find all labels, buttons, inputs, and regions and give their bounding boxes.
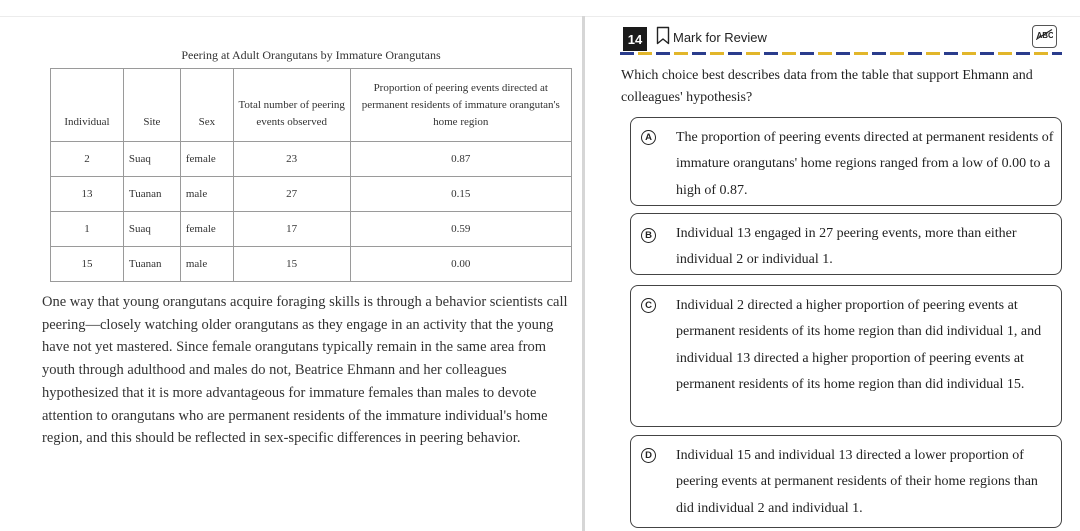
choice-letter: A [641, 130, 656, 145]
svg-text:ABC: ABC [1036, 30, 1053, 40]
table-header-cell: Total number of peering events observed [233, 69, 350, 142]
table-header-cell: Sex [180, 69, 233, 142]
mark-for-review-label: Mark for Review [673, 29, 767, 45]
table-header-cell: Individual [51, 69, 124, 142]
table-cell: 0.15 [350, 177, 571, 212]
table-cell: 15 [233, 247, 350, 282]
choice-b[interactable] [630, 213, 1062, 275]
table-title: Peering at Adult Orangutans by Immature Orangutans [181, 48, 441, 62]
table-cell: 2 [51, 142, 124, 177]
table-cell: 27 [233, 177, 350, 212]
table-cell: male [180, 177, 233, 212]
table-cell: male [180, 247, 233, 282]
abc-strikethrough-button[interactable] [1032, 25, 1057, 48]
bookmark-icon [656, 26, 670, 48]
table-cell: Suaq [123, 142, 180, 177]
choice-a[interactable] [630, 117, 1062, 206]
choice-text: Individual 2 directed a higher proportion of peering events at permanent residents of its home region than did individual 1, and individual 13 directed a higher proportion of peering events at permanent residents of its home region than did individual 15. [676, 298, 1042, 392]
data-table [50, 68, 572, 282]
table-row [51, 142, 572, 177]
table-cell: 17 [233, 212, 350, 247]
abc-strikethrough-icon [1036, 28, 1053, 46]
table-row [51, 212, 572, 247]
table-cell: female [180, 142, 233, 177]
choice-letter: D [641, 448, 656, 463]
passage-text: One way that young orangutans acquire foraging skills is through a behavior scientists call peering—closely watching older orangutans as they engage in an activity that the young have not yet mastered. Since female orangutans typically remain in the same area from youth through adulthood and males do not, Beatrice Ehmann and her colleagues hypothesized that it is more advantageous for immature females than males to devote attention to orangutans who are permanent residents of the immature individual's home region, and this should be reflected in sex-specific differences in peering behavior. [42, 294, 568, 447]
table-cell: 0.87 [350, 142, 571, 177]
table-cell: Tuanan [123, 177, 180, 212]
table-row [51, 177, 572, 212]
table-header-cell: Site [123, 69, 180, 142]
table-cell: female [180, 212, 233, 247]
table-cell: Suaq [123, 212, 180, 247]
table-cell: 0.00 [350, 247, 571, 282]
table-header-row [51, 69, 572, 142]
choice-c[interactable] [630, 285, 1062, 427]
choice-text: Individual 13 engaged in 27 peering events, more than either individual 2 or individual 1. [676, 226, 1017, 268]
table-cell: 0.59 [350, 212, 571, 247]
table-header-cell: Proportion of peering events directed at permanent residents of immature orangutan's home region [350, 69, 571, 142]
mark-for-review-button[interactable] [656, 26, 767, 48]
pane-divider[interactable] [582, 16, 585, 531]
table-cell: 13 [51, 177, 124, 212]
choice-text: Individual 15 and individual 13 directed a lower proportion of peering events at permanent residents of their home regions than did individual 2 and individual 1. [676, 448, 1038, 516]
table-cell: 1 [51, 212, 124, 247]
question-number: 14 [623, 27, 647, 51]
choice-letter: B [641, 228, 656, 243]
table-cell: 23 [233, 142, 350, 177]
question-prompt: Which choice best describes data from the table that support Ehmann and colleagues' hypothesis? [621, 68, 1033, 105]
choice-text: The proportion of peering events directed at permanent residents of immature orangutans' home regions ranged from a low of 0.00 to a high of 0.87. [676, 130, 1054, 198]
choice-letter: C [641, 298, 656, 313]
table-cell: 15 [51, 247, 124, 282]
choice-d[interactable] [630, 435, 1062, 528]
table-cell: Tuanan [123, 247, 180, 282]
table-row [51, 247, 572, 282]
header-dashed-divider [620, 52, 1062, 55]
